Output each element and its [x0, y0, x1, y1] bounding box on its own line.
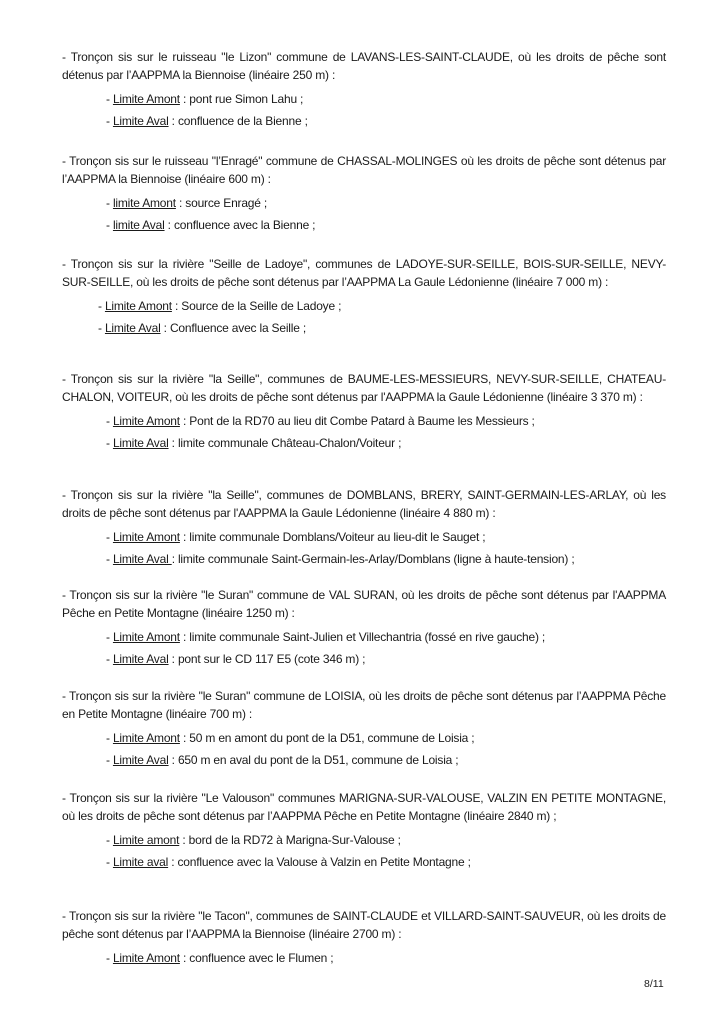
section-description: - Tronçon sis sur la rivière "le Suran" commune de VAL SURAN, où les droits de pêche sont détenus par l'AAPPMA Pêche en Petite Montagne (linéaire 1250 m) :: [62, 588, 666, 620]
limit-item: - Limite Amont : pont rue Simon Lahu ;: [106, 92, 304, 106]
limit-text: : confluence avec la Bienne ;: [164, 218, 316, 232]
limit-label: Limite Aval: [112, 552, 172, 566]
limit-label: Limite Amont: [112, 414, 180, 428]
limit-item: - Limite aval : confluence avec la Valouse à Valzin en Petite Montagne ;: [106, 855, 471, 869]
limit-text: : 50 m en amont du pont de la D51, commune de Loisia ;: [179, 731, 475, 745]
limit-item: - Limite Amont : 50 m en amont du pont de la D51, commune de Loisia ;: [106, 731, 475, 745]
limit-item: - limite Aval : confluence avec la Bienne ;: [106, 218, 316, 232]
limit-label: Limite aval: [112, 855, 169, 869]
limit-label: Limite Amont: [112, 731, 180, 745]
limit-item: - Limite Aval : confluence de la Bienne ;: [106, 114, 308, 128]
section-troncon: [62, 153, 666, 235]
limit-text: : bord de la RD72 à Marigna-Sur-Valouse ;: [179, 833, 401, 847]
limit-item: - Limite Aval : pont sur le CD 117 E5 (cote 346 m) ;: [106, 652, 366, 666]
section-troncon: [62, 908, 666, 968]
section-troncon: [62, 371, 666, 453]
limit-text: : pont rue Simon Lahu ;: [179, 92, 304, 106]
limit-text: : confluence avec le Flumen ;: [179, 951, 334, 965]
limit-label: Limite Amont: [112, 951, 180, 965]
limit-item: - Limite Aval : limite communale Château-Chalon/Voiteur ;: [106, 436, 402, 450]
limit-text: : limite communale Saint-Julien et Villechantria (fossé en rive gauche) ;: [179, 630, 546, 644]
section-description: - Tronçon sis sur la rivière "la Seille", communes de BAUME-LES-MESSIEURS, NEVY-SUR-SEILLE, CHATEAU-CHALON, VOITEUR, où les droits de pêche sont détenus par l'AAPPMA la Gaule Lédonienne (linéaire 3 370 m) :: [62, 372, 666, 404]
limit-item: - Limite Aval : limite communale Saint-Germain-les-Arlay/Domblans (ligne à haute-tension) ;: [106, 552, 575, 566]
section-description: - Tronçon sis sur la rivière "la Seille", communes de DOMBLANS, BRERY, SAINT-GERMAIN-LES-ARLAY, où les droits de pêche sont détenus par l'AAPPMA la Gaule Lédonienne (linéaire 4 880 m) :: [62, 488, 666, 520]
limit-label: Limite Aval: [112, 753, 169, 767]
limit-text: : Pont de la RD70 au lieu dit Combe Patard à Baume les Messieurs ;: [179, 414, 535, 428]
limit-text: : Confluence avec la Seille ;: [160, 321, 306, 335]
limit-item: - Limite Amont : Source de la Seille de Ladoye ;: [98, 299, 342, 313]
limit-text: : source Enragé ;: [175, 196, 268, 210]
limit-text: : limite communale Domblans/Voiteur au lieu-dit le Sauget ;: [179, 530, 486, 544]
limit-label: Limite Amont: [112, 630, 180, 644]
section-troncon: [62, 487, 666, 569]
limit-text: : pont sur le CD 117 E5 (cote 346 m) ;: [168, 652, 366, 666]
limit-text: : confluence avec la Valouse à Valzin en Petite Montagne ;: [168, 855, 471, 869]
limit-text: : Source de la Seille de Ladoye ;: [171, 299, 342, 313]
section-troncon: [62, 587, 666, 669]
limit-label: limite Amont: [112, 196, 176, 210]
section-troncon: [62, 688, 666, 770]
section-troncon: [62, 256, 666, 338]
limit-item: - limite Amont : source Enragé ;: [106, 196, 268, 210]
section-description: - Tronçon sis sur la rivière "Seille de Ladoye", communes de LADOYE-SUR-SEILLE, BOIS-SUR-SEILLE, NEVY-SUR-SEILLE, où les droits de pêche sont détenus par l’AAPPMA La Gaule Lédonienne (linéaire 7 000 m) :: [62, 257, 666, 289]
limit-text: : limite communale Saint-Germain-les-Arlay/Domblans (ligne à haute-tension) ;: [171, 552, 575, 566]
limit-label: Limite Aval: [104, 321, 161, 335]
limit-item: - Limite Amont : confluence avec le Flumen ;: [106, 951, 334, 965]
limit-label: Limite Aval: [112, 652, 169, 666]
limit-item: - Limite amont : bord de la RD72 à Marigna-Sur-Valouse ;: [106, 833, 401, 847]
section-description: - Tronçon sis sur le ruisseau "le Lizon" commune de LAVANS-LES-SAINT-CLAUDE, où les droits de pêche sont détenus par l’AAPPMA la Biennoise (linéaire 250 m) :: [62, 50, 666, 82]
limit-label: Limite Aval: [112, 436, 169, 450]
limit-label: Limite amont: [112, 833, 180, 847]
limit-label: Limite Aval: [112, 114, 169, 128]
limit-text: : 650 m en aval du pont de la D51, commune de Loisia ;: [168, 753, 459, 767]
limit-label: limite Aval: [112, 218, 165, 232]
limit-item: - Limite Aval : 650 m en aval du pont de la D51, commune de Loisia ;: [106, 753, 459, 767]
limit-item: - Limite Amont : Pont de la RD70 au lieu dit Combe Patard à Baume les Messieurs ;: [106, 414, 535, 428]
limit-label: Limite Amont: [104, 299, 172, 313]
section-troncon: [62, 790, 666, 872]
page-number: 8/11: [644, 978, 664, 990]
limit-text: : confluence de la Bienne ;: [168, 114, 308, 128]
section-description: - Tronçon sis sur le ruisseau "l’Enragé" commune de CHASSAL-MOLINGES où les droits de pêche sont détenus par l’AAPPMA la Biennoise (linéaire 600 m) :: [62, 154, 666, 186]
limit-item: - Limite Amont : limite communale Saint-Julien et Villechantria (fossé en rive gauche) ;: [106, 630, 546, 644]
limit-item: - Limite Amont : limite communale Domblans/Voiteur au lieu-dit le Sauget ;: [106, 530, 486, 544]
limit-item: - Limite Aval : Confluence avec la Seille ;: [98, 321, 306, 335]
limit-text: : limite communale Château-Chalon/Voiteur ;: [168, 436, 402, 450]
section-troncon: [62, 49, 666, 131]
section-description: - Tronçon sis sur la rivière "le Suran" commune de LOISIA, où les droits de pêche sont détenus par l’AAPPMA Pêche en Petite Montagne (linéaire 700 m) :: [62, 689, 666, 721]
section-description: - Tronçon sis sur la rivière "le Tacon", communes de SAINT-CLAUDE et VILLARD-SAINT-SAUVEUR, où les droits de pêche sont détenus par l’AAPPMA la Biennoise (linéaire 2700 m) :: [62, 909, 666, 941]
limit-label: Limite Amont: [112, 530, 180, 544]
limit-label: Limite Amont: [112, 92, 180, 106]
section-description: - Tronçon sis sur la rivière "Le Valouson" communes MARIGNA-SUR-VALOUSE, VALZIN EN PETITE MONTAGNE, où les droits de pêche sont détenus par l’AAPPMA Pêche en Petite Montagne (linéaire 2840 m) ;: [62, 791, 666, 823]
